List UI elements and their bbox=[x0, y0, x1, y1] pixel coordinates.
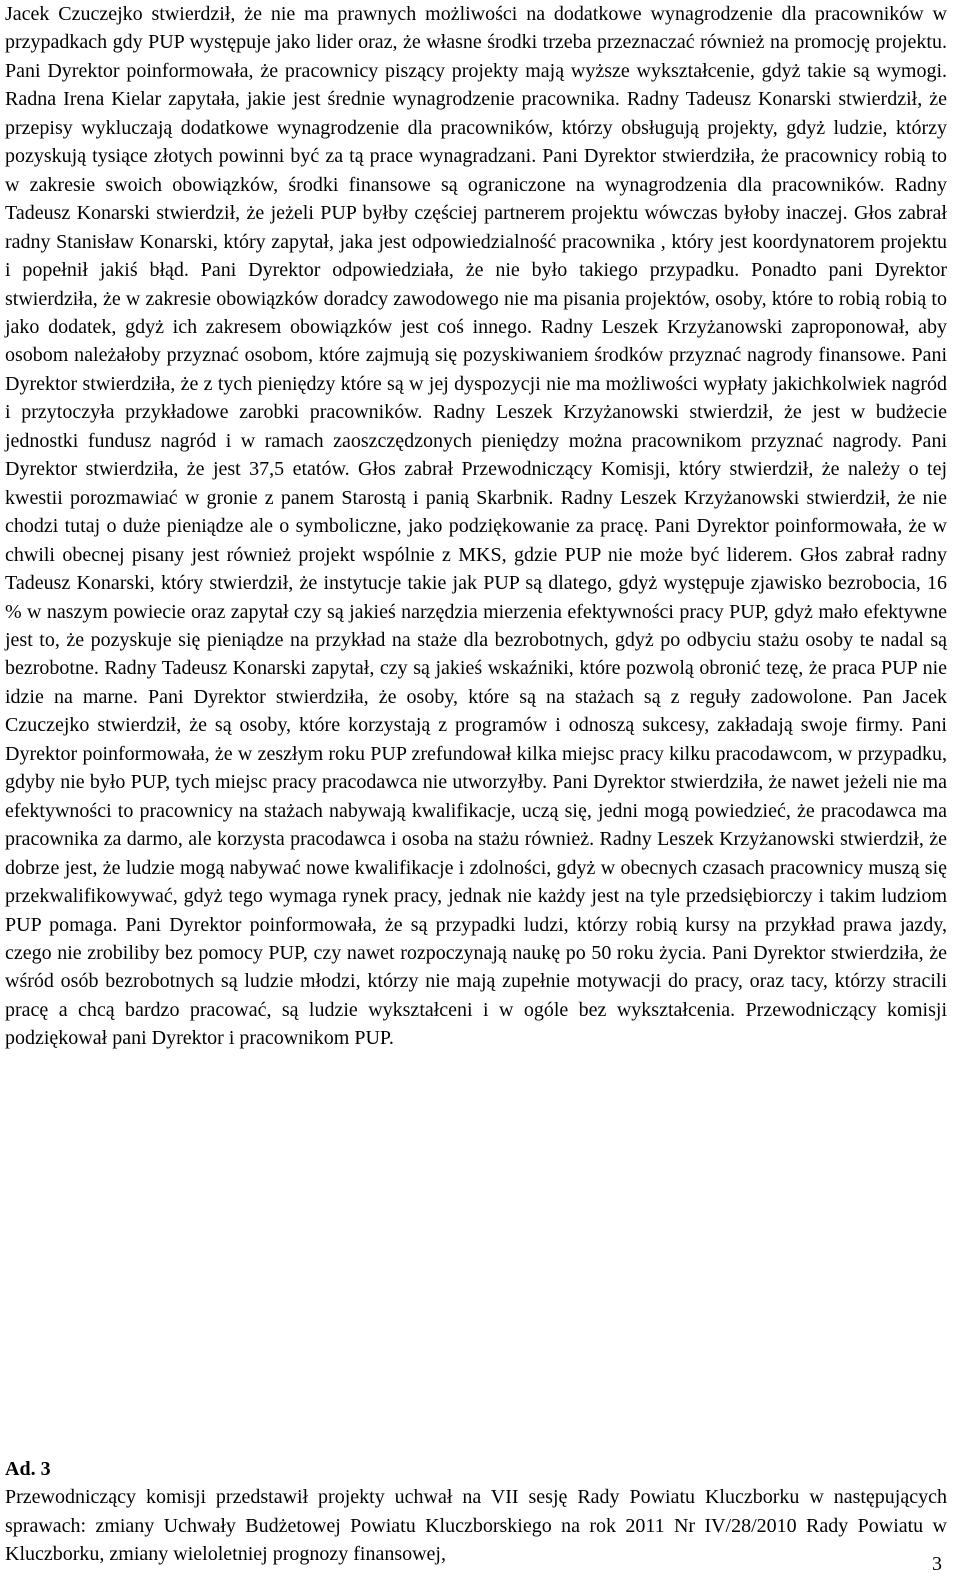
document-page bbox=[5, 0, 947, 1053]
body-paragraph-discussion: Jacek Czuczejko stwierdził, że nie ma prawnych możliwości na dodatkowe wynagrodzenie dla pracowników w przypadkach gdy PUP występuje jako lider oraz, że własne środki trzeba przeznaczać również na promocję projektu. Pani Dyrektor poinformowała, że pracownicy piszący projekty mają wyższe wykształcenie, gdyż takie są wymogi. Radna Irena Kielar zapytała, jakie jest średnie wynagrodzenie pracownika. Radny Tadeusz Konarski stwierdził, że przepisy wykluczają dodatkowe wynagrodzenie dla pracowników, którzy obsługują projekty, gdyż ludzie, którzy pozyskują tysiące złotych powinni być za tą prace wynagradzani. Pani Dyrektor stwierdziła, że pracownicy robią to w zakresie swoich obowiązków, środki finansowe są ograniczone na wynagrodzenia dla pracowników. Radny Tadeusz Konarski stwierdził, że jeżeli PUP byłby częściej partnerem projektu wówczas byłoby inaczej. Głos zabrał radny Stanisław Konarski, który zapytał, jaka jest odpowiedzialność pracownika , który jest koordynatorem projektu i popełnił jakiś błąd. Pani Dyrektor odpowiedziała, że nie było takiego przypadku. Ponadto pani Dyrektor stwierdziła, że w zakresie obowiązków doradcy zawodowego nie ma pisania projektów, osoby, które to robią robią to jako dodatek, gdyż ich zakresem obowiązków jest coś innego. Radny Leszek Krzyżanowski zaproponował, aby osobom należałoby przyznać osobom, które zajmują się pozyskiwaniem środków przyznać nagrody finansowe. Pani Dyrektor stwierdziła, że z tych pieniędzy które są w jej dyspozycji nie ma możliwości wypłaty jakichkolwiek nagród i przytoczyła przykładowe zarobki pracowników. Radny Leszek Krzyżanowski stwierdził, że jest w budżecie jednostki fundusz nagród i w ramach zaoszczędzonych pieniędzy można pracownikom przyznać nagrody. Pani Dyrektor stwierdziła, że jest 37,5 etatów. Głos zabrał Przewodniczący Komisji, który stwierdził, że należy o tej kwestii porozmawiać w gronie z panem Starostą i panią Skarbnik. Radny Leszek Krzyżanowski stwierdził, że nie chodzi tutaj o duże pieniądze ale o symboliczne, jako podziękowanie za pracę. Pani Dyrektor poinformowała, że w chwili obecnej pisany jest również projekt wspólnie z MKS, gdzie PUP nie może być liderem. Głos zabrał radny Tadeusz Konarski, który stwierdził, że instytucje takie jak PUP są dlatego, gdyż występuje zjawisko bezrobocia, 16 % w naszym powiecie oraz zapytał czy są jakieś narzędzia mierzenia efektywności pracy PUP, gdyż mało efektywne jest to, że pozyskuje się pieniądze na przykład na staże dla bezrobotnych, gdyż po odbyciu stażu osoby te nadal są bezrobotne. Radny Tadeusz Konarski zapytał, czy są jakieś wskaźniki, które pozwolą obronić tezę, że praca PUP nie idzie na marne. Pani Dyrektor stwierdziła, że osoby, które są na stażach są z reguły zadowolone. Pan Jacek Czuczejko stwierdził, że są osoby, które korzystają z programów i odnoszą sukcesy, zakładają swoje firmy. Pani Dyrektor poinformowała, że w zeszłym roku PUP zrefundował kilka miejsc pracy kilku pracodawcom, w przypadku, gdyby nie było PUP, tych miejsc pracy pracodawca nie utworzyłby. Pani Dyrektor stwierdziła, że nawet jeżeli nie ma efektywności to pracownicy na stażach nabywają kwalifikacje, uczą się, jedni mogą powiedzieć, że pracodawca ma pracownika za darmo, ale korzysta pracodawca i osoba na stażu również. Radny Leszek Krzyżanowski stwierdził, że dobrze jest, że ludzie mogą nabywać nowe kwalifikacje i zdolności, gdyż w obecnych czasach pracownicy muszą się przekwalifikowywać, gdyż tego wymaga rynek pracy, jednak nie każdy jest na tyle przedsiębiorczy i takim ludziom PUP pomaga. Pani Dyrektor poinformowała, że są przypadki ludzi, którzy robią kursy na przykład prawa jazdy, czego nie zrobiliby bez pomocy PUP, czy nawet rozpoczynają naukę po 50 roku życia. Pani Dyrektor stwierdziła, że wśród osób bezrobotnych są ludzie młodzi, którzy nie mają zupełnie motywacji do pracy, oraz tacy, którzy stracili pracę a chcą bardzo pracować, są ludzie wykształceni i w ogóle bez wykształcenia. Przewodniczący komisji podziękował pani Dyrektor i pracownikom PUP. bbox=[5, 3, 947, 1050]
page-number: 3 bbox=[932, 1553, 942, 1575]
body-paragraph-resolutions: Przewodniczący komisji przedstawił projekty uchwał na VII sesję Rady Powiatu Kluczborku w następujących sprawach: zmiany Uchwały Budżetowej Powiatu Kluczborskiego na rok 2011 Nr IV/28/2010 Rady Powiatu w Kluczborku, zmiany wieloletniej prognozy finansowej, bbox=[5, 1486, 947, 1565]
section-heading: Ad. 3 bbox=[5, 1458, 51, 1480]
